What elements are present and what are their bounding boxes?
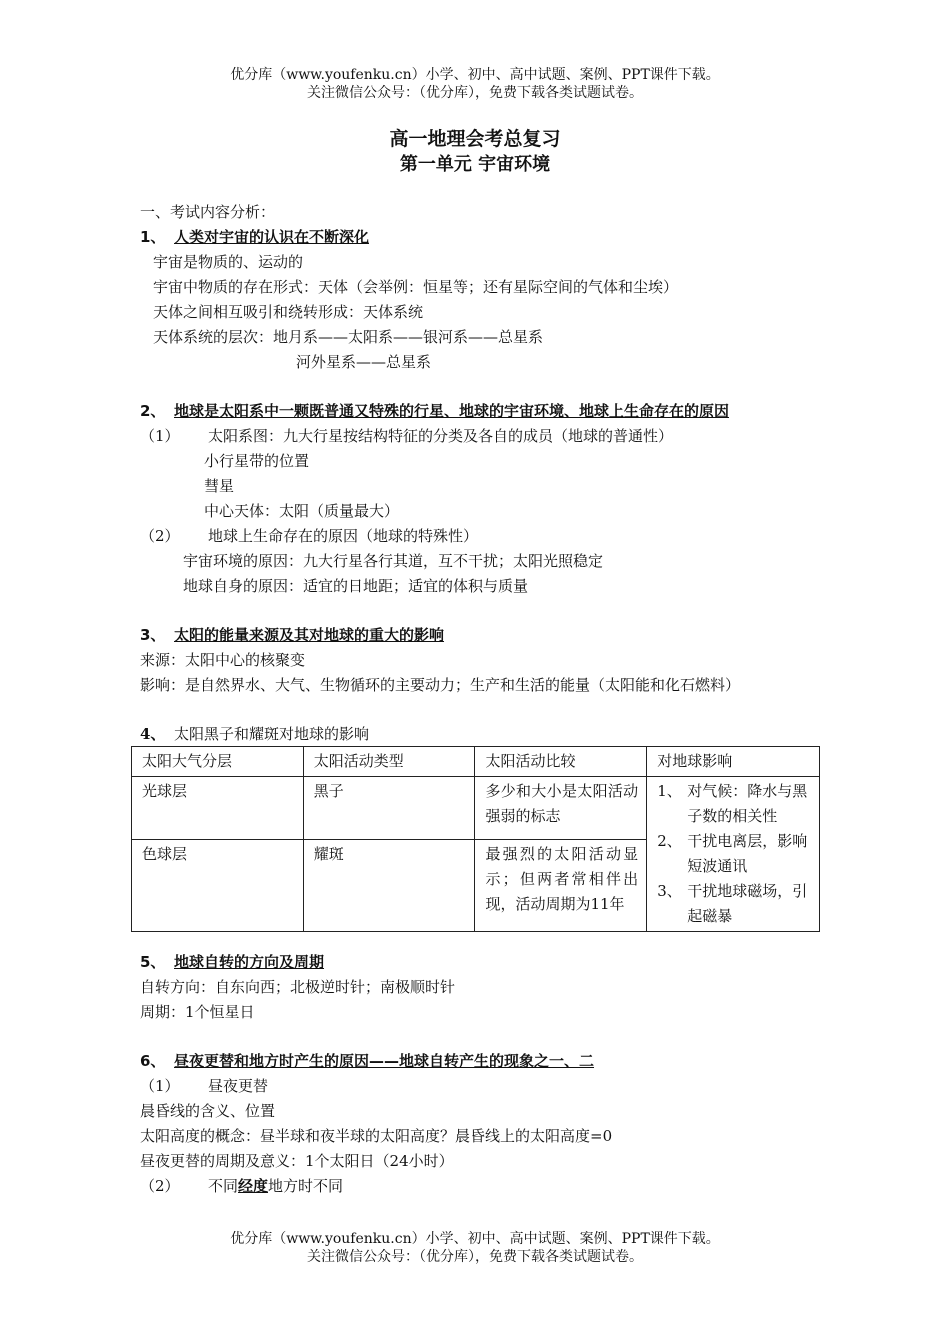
table-cell: 最强烈的太阳活动显示；但两者常相伴出现，活动周期为11年: [475, 840, 647, 932]
s6-point-2-bold: 经度: [238, 1177, 269, 1195]
section-6-number: 6、: [140, 1052, 166, 1070]
s5-line-1: 自转方向：自东向西；北极逆时针；南极顺时针: [140, 978, 456, 996]
table-cell: 多少和大小是太阳活动强弱的标志: [475, 777, 647, 840]
effect-item: [657, 829, 811, 879]
s2-point-1b: 彗星: [204, 477, 235, 495]
section-5-number: 5、: [140, 953, 166, 971]
s6-point-2-number: （2）: [140, 1177, 180, 1195]
section-3-number: 3、: [140, 626, 166, 644]
section-4-number: 4、: [140, 725, 166, 743]
s2-point-1a: 小行星带的位置: [204, 452, 310, 470]
s1-line-1: 宇宙是物质的、运动的: [153, 253, 304, 271]
s2-point-2-number: （2）: [140, 527, 180, 545]
intro-heading: 一、考试内容分析：: [140, 203, 276, 221]
footer-line-2: 关注微信公众号：（优分库），免费下载各类试题试卷。: [307, 1249, 643, 1265]
effect-number: 1、: [657, 782, 682, 800]
page-header: [0, 66, 950, 102]
s2-point-1-number: （1）: [140, 427, 180, 445]
table-header-cell: 对地球影响: [647, 747, 820, 777]
s6-point-1-number: （1）: [140, 1077, 180, 1095]
section-5-title: 地球自转的方向及周期: [174, 953, 325, 971]
section-3-title: 太阳的能量来源及其对地球的重大的影响: [174, 626, 445, 644]
s1-line-4: 天体系统的层次：地月系——太阳系——银河系——总星系: [153, 328, 544, 346]
s3-line-2: 影响：是自然界水、大气、生物循环的主要动力；生产和生活的能量（太阳能和化石燃料）: [140, 676, 741, 694]
document-subtitle: 第一单元 宇宙环境: [399, 154, 551, 175]
table-header-cell: 太阳活动类型: [303, 747, 475, 777]
s2-point-2a: 宇宙环境的原因：九大行星各行其道，互不干扰；太阳光照稳定: [183, 552, 604, 570]
section-1-number: 1、: [140, 228, 166, 246]
header-line-1: 优分库（www.youfenku.cn）小学、初中、高中试题、案例、PPT课件下载。: [230, 67, 720, 83]
section-6-heading: [140, 1051, 594, 1071]
section-6-title: 昼夜更替和地方时产生的原因——地球自转产生的现象之一、二: [174, 1052, 595, 1070]
earth-effects-cell: [647, 777, 820, 932]
effect-text: 对气候：降水与黑子数的相关性: [687, 782, 808, 825]
page-footer: [0, 1230, 950, 1266]
section-4-heading: [140, 724, 369, 744]
s2-point-1c: 中心天体：太阳（质量最大）: [204, 502, 400, 520]
footer-line-1: 优分库（www.youfenku.cn）小学、初中、高中试题、案例、PPT课件下载。: [230, 1231, 720, 1247]
table-cell: 光球层: [132, 777, 304, 840]
s2-point-2: [140, 526, 478, 546]
s1-line-5: 河外星系——总星系: [296, 353, 432, 371]
s6-point-2-post: 地方时不同: [268, 1177, 344, 1195]
s6-line-1: 晨昏线的含义、位置: [140, 1102, 276, 1120]
section-5-heading: [140, 952, 324, 972]
s6-point-2-pre: 不同: [208, 1177, 239, 1195]
s5-line-2: 周期：1个恒星日: [140, 1003, 255, 1021]
s1-line-2: 宇宙中物质的存在形式：天体（会举例：恒星等；还有星际空间的气体和尘埃）: [153, 278, 679, 296]
effect-number: 3、: [657, 882, 682, 900]
solar-activity-table: [131, 746, 820, 932]
s2-point-2b: 地球自身的原因：适宜的日地距；适宜的体积与质量: [183, 577, 529, 595]
s6-point-1: [140, 1076, 268, 1096]
section-1-title: 人类对宇宙的认识在不断深化: [174, 228, 370, 246]
section-3-heading: [140, 625, 444, 645]
section-1-heading: [140, 227, 369, 247]
section-4-title: 太阳黑子和耀斑对地球的影响: [174, 725, 370, 743]
section-2-title: 地球是太阳系中一颗既普通又特殊的行星、地球的宇宙环境、地球上生命存在的原因: [174, 402, 730, 420]
table-header-cell: 太阳大气分层: [132, 747, 304, 777]
header-line-2: 关注微信公众号：（优分库），免费下载各类试题试卷。: [307, 85, 643, 101]
effect-number: 2、: [657, 832, 682, 850]
effect-item: [657, 879, 811, 929]
effect-text: 干扰电离层，影响短波通讯: [687, 832, 808, 875]
s1-line-3: 天体之间相互吸引和绕转形成：天体系统: [153, 303, 424, 321]
s6-line-2: 太阳高度的概念：昼半球和夜半球的太阳高度？晨昏线上的太阳高度=0: [140, 1127, 613, 1145]
s6-line-3: 昼夜更替的周期及意义：1个太阳日（24小时）: [140, 1152, 454, 1170]
s6-point-2: [140, 1176, 343, 1196]
table-cell: 黑子: [303, 777, 475, 840]
s2-point-2-text: 地球上生命存在的原因（地球的特殊性）: [208, 527, 479, 545]
s2-point-1-text: 太阳系图：九大行星按结构特征的分类及各自的成员（地球的普通性）: [208, 427, 674, 445]
effect-text: 干扰地球磁场，引起磁暴: [687, 882, 808, 925]
table-cell: 耀斑: [303, 840, 475, 932]
s6-point-1-text: 昼夜更替: [208, 1077, 269, 1095]
table-header-cell: 太阳活动比较: [475, 747, 647, 777]
effect-item: [657, 779, 811, 829]
table-row: [132, 777, 820, 840]
table-header-row: [132, 747, 820, 777]
section-2-number: 2、: [140, 402, 166, 420]
table-cell: 色球层: [132, 840, 304, 932]
section-2-heading: [140, 401, 729, 421]
s3-line-1: 来源：太阳中心的核聚变: [140, 651, 306, 669]
document-title: 高一地理会考总复习: [389, 128, 561, 150]
s2-point-1: [140, 426, 673, 446]
